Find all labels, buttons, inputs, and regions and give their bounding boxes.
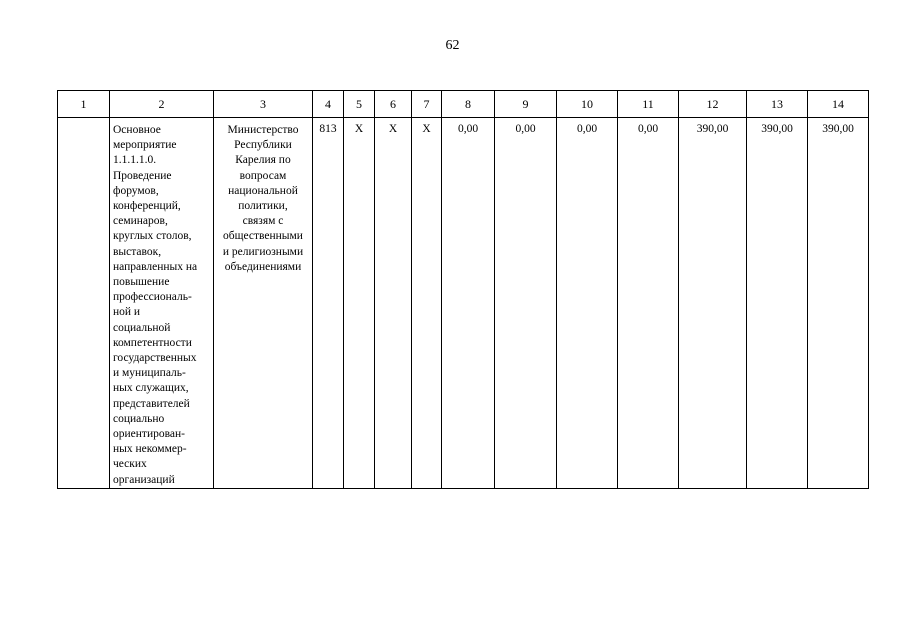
header-col-2: 2 [110,91,214,118]
cell-col-4 [313,118,344,489]
header-col-10: 10 [557,91,618,118]
header-col-4: 4 [313,91,344,118]
cell-col-14 [808,118,869,489]
cell-col-11-value: 0,00 [637,123,659,135]
header-col-5: 5 [344,91,375,118]
cell-col-4-value: 813 [319,123,337,135]
header-col-7: 7 [412,91,442,118]
cell-col-8-value: 0,00 [457,123,479,135]
cell-col-10 [557,118,618,489]
table-row [58,118,869,489]
header-col-6: 6 [375,91,412,118]
header-col-3: 3 [214,91,313,118]
cell-col-1-text [58,118,109,123]
cell-col-14-value: 390,00 [822,123,854,135]
cell-col-12 [679,118,747,489]
cell-col-6 [375,118,412,489]
header-col-14: 14 [808,91,869,118]
cell-col-9 [495,118,557,489]
cell-col-7 [412,118,442,489]
header-row [58,91,869,118]
page-number: 62 [445,38,460,53]
cell-col-11 [618,118,679,489]
header-col-12: 12 [679,91,747,118]
cell-col-7-value: Х [422,123,431,135]
budget-table [57,90,869,489]
header-col-9: 9 [495,91,557,118]
cell-activity-description [110,118,214,489]
cell-col-1 [58,118,110,489]
cell-col-12-value: 390,00 [696,123,729,135]
header-col-8: 8 [442,91,495,118]
cell-col-6-value: Х [388,123,398,135]
cell-col-5-value: Х [354,123,364,135]
cell-col-8 [442,118,495,489]
header-col-13: 13 [747,91,808,118]
header-col-11: 11 [618,91,679,118]
cell-col-10-value: 0,00 [576,123,598,135]
cell-col-5 [344,118,375,489]
cell-col-13 [747,118,808,489]
responsible-executor-text: Министерство Республики Карелия по вопросам национальной политики, связям с общественными и религиозными объединениями [222,124,304,273]
cell-col-13-value: 390,00 [761,123,793,135]
header-col-1: 1 [58,91,110,118]
activity-description-text: Основное мероприятие 1.1.1.1.0. Проведение форумов, конференций, семинаров, круглых столов, выставок, направленных на повышение профессиональ- ной и социальной компетентности государственных и муниципаль- ных служащих, представителей социально ориентирован- ных некоммер- ческих организаций [113,124,198,486]
cell-responsible-executor [214,118,313,489]
cell-col-9-value: 0,00 [515,123,536,135]
